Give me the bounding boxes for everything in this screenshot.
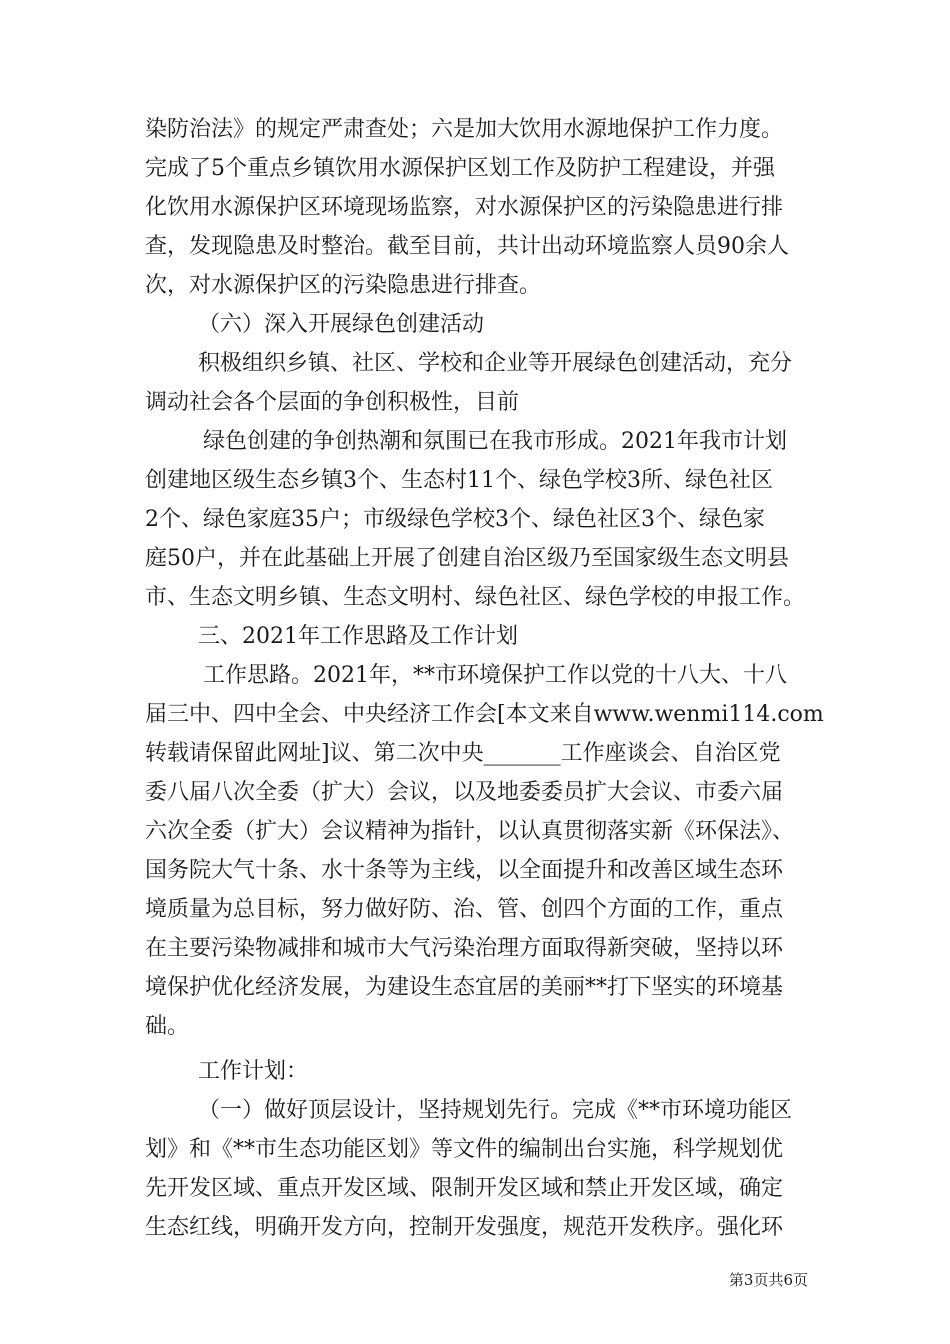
text-line-28: 先开发区域、重点开发区域、限制开发区域和禁止开发区域，确定 xyxy=(145,1176,784,1201)
text-line-26: （一）做好顶层设计，坚持规划先行。完成《**市环境功能区 xyxy=(198,1098,793,1123)
text-line-4: 查，发现隐患及时整治。截至目前，共计出动环境监察人员90余人 xyxy=(145,234,789,259)
text-line-27: 划》和《**市生态功能区划》等文件的编制出台实施，科学规划优 xyxy=(145,1137,784,1162)
text-line-13: 市、生态文明乡镇、生态文明村、绿色社区、绿色学校的申报工作。 xyxy=(145,585,806,610)
section-heading-6: （六）深入开展绿色创建活动 xyxy=(198,312,485,337)
text-line-5: 次，对水源保护区的污染隐患进行排查。 xyxy=(145,273,542,298)
text-line-12: 庭50户，并在此基础上开展了创建自治区级乃至国家级生态文明县 xyxy=(145,546,789,571)
text-line-20: 国务院大气十条、水十条等为主线，以全面提升和改善区域生态环 xyxy=(145,858,784,883)
text-line-7: 积极组织乡镇、社区、学校和企业等开展绿色创建活动，充分 xyxy=(198,351,793,376)
text-line-1: 染防治法》的规定严肃查处；六是加大饮用水源地保护工作力度。 xyxy=(145,117,784,142)
text-line-9: 绿色创建的争创热潮和氛围已在我市形成。2021年我市计划 xyxy=(203,429,787,454)
text-line-19: 六次全委（扩大）会议精神为指针，以认真贯彻落实新《环保法》、 xyxy=(145,819,795,844)
text-line-16: 届三中、四中全会、中央经济工作会[本文来自www.wenmi114.com xyxy=(145,702,824,727)
section-heading-3: 三、2021年工作思路及工作计划 xyxy=(198,624,518,649)
text-line-2: 完成了5个重点乡镇饮用水源保护区划工作及防护工程建设，并强 xyxy=(145,156,775,181)
text-line-21: 境质量为总目标，努力做好防、治、管、创四个方面的工作，重点 xyxy=(145,897,784,922)
text-line-18: 委八届八次全委（扩大）会议，以及地委委员扩大会议、市委六届 xyxy=(145,780,784,805)
text-line-17: 转载请保留此网址]议、第二次中央_______工作座谈会、自治区党 xyxy=(145,741,781,766)
text-line-22: 在主要污染物减排和城市大气污染治理方面取得新突破，坚持以环 xyxy=(145,936,784,961)
text-line-15: 工作思路。2021年，**市环境保护工作以党的十八大、十八 xyxy=(203,663,787,688)
text-line-8: 调动社会各个层面的争创积极性，目前 xyxy=(145,390,520,415)
page-number: 第3页共6页 xyxy=(728,1271,808,1289)
text-line-24: 础。 xyxy=(145,1014,190,1039)
text-line-3: 化饮用水源保护区环境现场监察，对水源保护区的污染隐患进行排 xyxy=(145,195,784,220)
text-line-23: 境保护优化经济发展，为建设生态宜居的美丽**打下坚实的环境基 xyxy=(145,975,784,1000)
work-plan-label: 工作计划： xyxy=(198,1059,309,1084)
text-line-29: 生态红线，明确开发方向，控制开发强度，规范开发秩序。强化环 xyxy=(145,1215,784,1240)
text-line-10: 创建地区级生态乡镇3个、生态村11个、绿色学校3所、绿色社区 xyxy=(145,468,773,493)
text-line-11: 2个、绿色家庭35户；市级绿色学校3个、绿色社区3个、绿色家 xyxy=(145,507,765,532)
